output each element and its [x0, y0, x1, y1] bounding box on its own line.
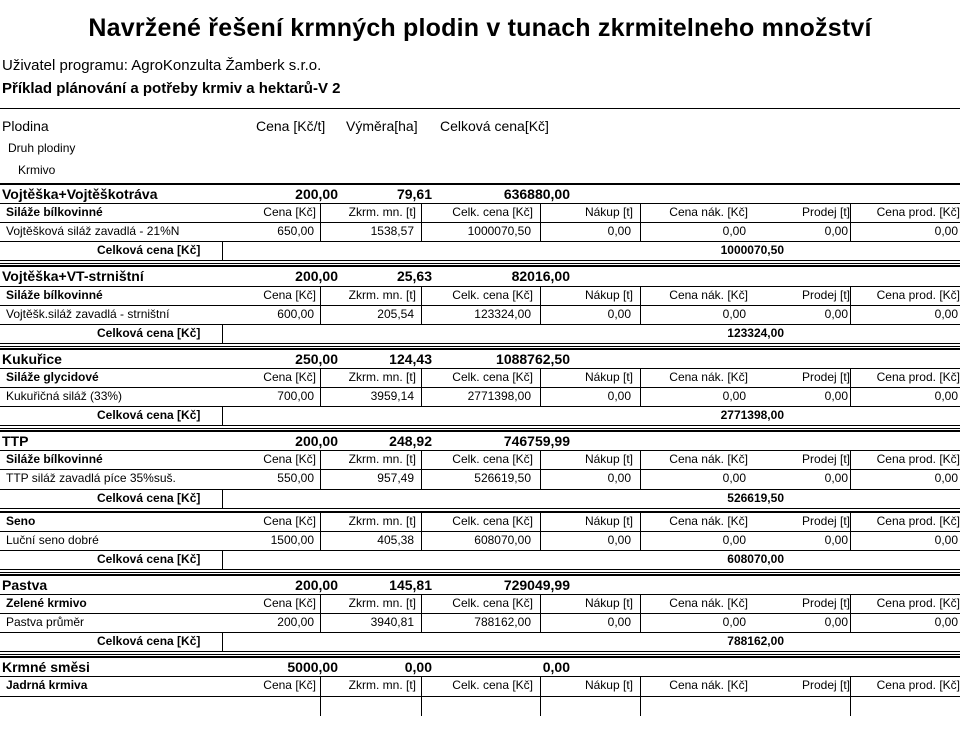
col-header-celk: Celk. cena [Kč] — [452, 287, 533, 302]
feed-cena-prod: 0,00 — [934, 532, 958, 547]
col-header-cena: Cena [Kč] — [263, 452, 316, 467]
feed-prodej: 0,00 — [824, 532, 848, 547]
feed-nakup: 0,00 — [607, 615, 631, 630]
feed-prodej: 0,00 — [824, 224, 848, 239]
column-separator — [540, 513, 541, 551]
crop-area: 124,43 — [389, 350, 432, 367]
col-header-cena-prod: Cena prod. [Kč] — [876, 678, 960, 693]
crop-name: Krmné směsi — [2, 659, 90, 676]
total-label: Celková cena [Kč] — [97, 243, 201, 258]
total-double-rule — [0, 343, 960, 347]
total-separator — [222, 490, 223, 509]
feed-cena-prod: 0,00 — [934, 389, 958, 403]
feed-cena: 200,00 — [277, 615, 314, 630]
category-name: Siláže bílkovinné — [6, 287, 103, 302]
category-name: Jadrná krmiva — [6, 678, 88, 693]
feed-nakup: 0,00 — [607, 224, 631, 239]
crop-total: 746759,99 — [503, 433, 570, 450]
category-name: Siláže bílkovinné — [6, 452, 103, 467]
category-rule — [0, 203, 960, 204]
col-header-prodej: Prodej [t] — [801, 369, 850, 384]
feed-zkrm: 405,38 — [377, 532, 414, 547]
total-double-rule — [0, 651, 960, 655]
item-rule — [0, 305, 960, 306]
category-total: 788162,00 — [727, 634, 784, 649]
crop-top-rule — [0, 265, 960, 267]
column-separator — [320, 595, 321, 633]
total-rule — [0, 632, 960, 633]
feed-cena-prod: 0,00 — [934, 224, 958, 239]
col-header-nakup: Nákup [t] — [584, 287, 633, 302]
header-celkova: Celková cena[Kč] — [440, 118, 549, 134]
total-separator — [222, 551, 223, 570]
column-separator — [850, 204, 851, 242]
crop-price: 250,00 — [295, 350, 338, 367]
col-header-cena-prod: Cena prod. [Kč] — [876, 287, 960, 302]
col-header-celk: Celk. cena [Kč] — [452, 678, 533, 693]
col-header-cena-nak: Cena nák. [Kč] — [669, 452, 748, 467]
category-rule — [0, 512, 960, 513]
feed-cena: 550,00 — [277, 471, 314, 486]
feed-zkrm: 1538,57 — [370, 224, 414, 239]
column-separator — [320, 513, 321, 551]
column-separator — [540, 451, 541, 489]
col-header-prodej: Prodej [t] — [801, 678, 850, 693]
report-subtitle: Příklad plánování a potřeby krmiv a hektarů-V 2 — [2, 80, 341, 97]
column-separator — [850, 451, 851, 489]
category-name: Siláže bílkovinné — [6, 205, 103, 220]
feed-celk: 788162,00 — [474, 615, 531, 630]
feed-prodej: 0,00 — [824, 389, 848, 403]
category-rule — [0, 676, 960, 677]
total-rule — [0, 241, 960, 242]
col-header-cena-nak: Cena nák. [Kč] — [669, 678, 748, 693]
crop-top-rule — [0, 348, 960, 350]
crop-area: 145,81 — [389, 576, 432, 593]
col-header-celk: Celk. cena [Kč] — [452, 513, 533, 528]
feed-name: Pastva průměr — [6, 615, 85, 630]
header-top-rule — [0, 108, 960, 109]
crop-price: 200,00 — [295, 576, 338, 593]
category-total: 2771398,00 — [720, 408, 784, 423]
item-rule — [0, 696, 960, 697]
col-header-cena: Cena [Kč] — [263, 513, 316, 528]
item-rule — [0, 531, 960, 532]
col-header-zkrm: Zkrm. mn. [t] — [348, 452, 416, 467]
category-name: Zelené krmivo — [6, 596, 87, 610]
col-header-celk: Celk. cena [Kč] — [452, 452, 533, 467]
col-header-prodej: Prodej [t] — [801, 452, 850, 467]
feed-prodej: 0,00 — [824, 306, 848, 321]
crop-price: 200,00 — [295, 186, 338, 202]
col-header-cena-nak: Cena nák. [Kč] — [669, 205, 748, 220]
column-separator — [540, 287, 541, 325]
feed-cena: 1500,00 — [270, 532, 314, 547]
feed-nakup: 0,00 — [607, 389, 631, 403]
crop-name: TTP — [2, 433, 29, 450]
crop-total: 0,00 — [542, 659, 570, 676]
col-header-cena: Cena [Kč] — [263, 205, 316, 220]
crop-total: 636880,00 — [503, 186, 570, 202]
item-rule — [0, 469, 960, 470]
header-plodina: Plodina — [2, 118, 49, 134]
header-cena: Cena [Kč/t] — [256, 118, 326, 134]
col-header-cena-prod: Cena prod. [Kč] — [876, 596, 960, 610]
total-rule — [0, 406, 960, 407]
crop-total: 729049,99 — [503, 576, 570, 593]
feed-celk: 608070,00 — [474, 532, 531, 547]
item-rule — [0, 387, 960, 388]
feed-cena-nak: 0,00 — [722, 389, 746, 403]
col-header-cena-prod: Cena prod. [Kč] — [876, 452, 960, 467]
col-header-prodej: Prodej [t] — [801, 205, 850, 220]
crop-price: 200,00 — [295, 433, 338, 450]
total-label: Celková cena [Kč] — [97, 634, 201, 649]
crop-name: Kukuřice — [2, 350, 62, 367]
crop-total: 82016,00 — [511, 268, 570, 285]
feed-nakup: 0,00 — [607, 471, 631, 486]
crop-area: 25,63 — [396, 268, 432, 285]
feed-cena-nak: 0,00 — [722, 532, 746, 547]
col-header-cena: Cena [Kč] — [263, 287, 316, 302]
feed-name: Kukuřičná siláž (33%) — [6, 389, 123, 403]
col-header-prodej: Prodej [t] — [801, 596, 850, 610]
category-name: Siláže glycidové — [6, 369, 99, 384]
feed-cena-nak: 0,00 — [722, 306, 746, 321]
category-total: 123324,00 — [727, 325, 784, 340]
column-separator — [540, 595, 541, 633]
crop-price: 200,00 — [295, 268, 338, 285]
header-druh: Druh plodiny — [8, 141, 76, 155]
col-header-nakup: Nákup [t] — [584, 452, 633, 467]
feed-cena-nak: 0,00 — [722, 471, 746, 486]
crop-top-rule — [0, 656, 960, 658]
crop-total: 1088762,50 — [496, 350, 570, 367]
column-separator — [320, 204, 321, 242]
col-header-nakup: Nákup [t] — [584, 369, 633, 384]
feed-zkrm: 957,49 — [377, 471, 414, 486]
col-header-cena: Cena [Kč] — [263, 678, 316, 693]
col-header-zkrm: Zkrm. mn. [t] — [348, 596, 416, 610]
crop-top-rule — [0, 574, 960, 576]
total-label: Celková cena [Kč] — [97, 408, 201, 423]
crop-area: 248,92 — [389, 433, 432, 450]
crop-top-rule — [0, 183, 960, 185]
column-separator — [320, 451, 321, 489]
col-header-prodej: Prodej [t] — [801, 287, 850, 302]
total-rule — [0, 550, 960, 551]
feed-cena: 600,00 — [277, 306, 314, 321]
total-label: Celková cena [Kč] — [97, 490, 201, 505]
column-separator — [640, 513, 641, 551]
feed-zkrm: 3940,81 — [370, 615, 414, 630]
col-header-zkrm: Zkrm. mn. [t] — [348, 369, 416, 384]
total-double-rule — [0, 425, 960, 429]
total-separator — [222, 407, 223, 426]
header-krmivo: Krmivo — [18, 163, 56, 177]
column-separator — [850, 287, 851, 325]
column-separator — [850, 595, 851, 633]
feed-celk: 123324,00 — [474, 306, 531, 321]
column-separator — [850, 513, 851, 551]
total-label: Celková cena [Kč] — [97, 551, 201, 566]
col-header-cena: Cena [Kč] — [263, 369, 316, 384]
category-total: 526619,50 — [727, 490, 784, 505]
feed-cena-prod: 0,00 — [934, 471, 958, 486]
feed-name: Luční seno dobré — [6, 532, 99, 547]
col-header-cena-nak: Cena nák. [Kč] — [669, 287, 748, 302]
total-double-rule — [0, 569, 960, 573]
feed-cena-prod: 0,00 — [934, 306, 958, 321]
category-total: 1000070,50 — [720, 243, 784, 258]
feed-name: Vojtěšková siláž zavadlá - 21%N — [6, 224, 180, 239]
col-header-nakup: Nákup [t] — [584, 205, 633, 220]
item-rule — [0, 613, 960, 614]
feed-zkrm: 3959,14 — [370, 389, 414, 403]
column-separator — [640, 595, 641, 633]
feed-celk: 526619,50 — [474, 471, 531, 486]
feed-nakup: 0,00 — [607, 306, 631, 321]
col-header-zkrm: Zkrm. mn. [t] — [348, 678, 416, 693]
col-header-cena: Cena [Kč] — [263, 596, 316, 610]
total-label: Celková cena [Kč] — [97, 325, 201, 340]
feed-nakup: 0,00 — [607, 532, 631, 547]
feed-cena-nak: 0,00 — [722, 615, 746, 630]
col-header-cena-prod: Cena prod. [Kč] — [876, 369, 960, 384]
category-name: Seno — [6, 513, 36, 528]
item-rule — [0, 222, 960, 223]
col-header-cena-prod: Cena prod. [Kč] — [876, 513, 960, 528]
total-rule — [0, 324, 960, 325]
total-separator — [222, 242, 223, 261]
col-header-zkrm: Zkrm. mn. [t] — [348, 513, 416, 528]
column-separator — [640, 287, 641, 325]
feed-cena-prod: 0,00 — [934, 615, 958, 630]
col-header-cena-prod: Cena prod. [Kč] — [876, 205, 960, 220]
col-header-cena-nak: Cena nák. [Kč] — [669, 369, 748, 384]
crop-name: Vojtěška+VT-strništní — [2, 268, 144, 285]
col-header-nakup: Nákup [t] — [584, 678, 633, 693]
user-line: Uživatel programu: AgroKonzulta Žamberk s.r.o. — [2, 57, 322, 74]
col-header-zkrm: Zkrm. mn. [t] — [348, 287, 416, 302]
feed-prodej: 0,00 — [824, 615, 848, 630]
feed-cena: 700,00 — [277, 389, 314, 403]
col-header-prodej: Prodej [t] — [801, 513, 850, 528]
total-rule — [0, 489, 960, 490]
column-separator — [540, 204, 541, 242]
feed-zkrm: 205,54 — [377, 306, 414, 321]
page-title: Navržené řešení krmných plodin v tunach zkrmitelneho množství — [88, 14, 872, 42]
crop-area: 79,61 — [396, 186, 432, 202]
col-header-cena-nak: Cena nák. [Kč] — [669, 596, 748, 610]
col-header-celk: Celk. cena [Kč] — [452, 369, 533, 384]
header-vymera: Výměra[ha] — [346, 118, 418, 134]
feed-celk: 1000070,50 — [467, 224, 531, 239]
category-rule — [0, 450, 960, 451]
feed-name: TTP siláž zavadlá píce 35%suš. — [6, 471, 176, 486]
feed-prodej: 0,00 — [824, 471, 848, 486]
col-header-zkrm: Zkrm. mn. [t] — [348, 205, 416, 220]
col-header-nakup: Nákup [t] — [584, 513, 633, 528]
crop-top-rule — [0, 430, 960, 432]
col-header-celk: Celk. cena [Kč] — [452, 205, 533, 220]
category-rule — [0, 594, 960, 595]
feed-cena: 650,00 — [277, 224, 314, 239]
total-separator — [222, 633, 223, 652]
crop-area: 0,00 — [404, 659, 432, 676]
category-rule — [0, 368, 960, 369]
feed-celk: 2771398,00 — [467, 389, 531, 403]
crop-name: Vojtěška+Vojtěškotráva — [2, 186, 158, 202]
crop-name: Pastva — [2, 576, 48, 593]
category-total: 608070,00 — [727, 551, 784, 566]
col-header-cena-nak: Cena nák. [Kč] — [669, 513, 748, 528]
col-header-nakup: Nákup [t] — [584, 596, 633, 610]
total-double-rule — [0, 260, 960, 264]
feed-name: Vojtěšk.siláž zavadlá - strništní — [6, 306, 170, 321]
column-separator — [640, 204, 641, 242]
category-rule — [0, 286, 960, 287]
crop-price: 5000,00 — [287, 659, 338, 676]
total-separator — [222, 325, 223, 344]
feed-cena-nak: 0,00 — [722, 224, 746, 239]
column-separator — [320, 287, 321, 325]
column-separator — [640, 451, 641, 489]
col-header-celk: Celk. cena [Kč] — [452, 596, 533, 610]
